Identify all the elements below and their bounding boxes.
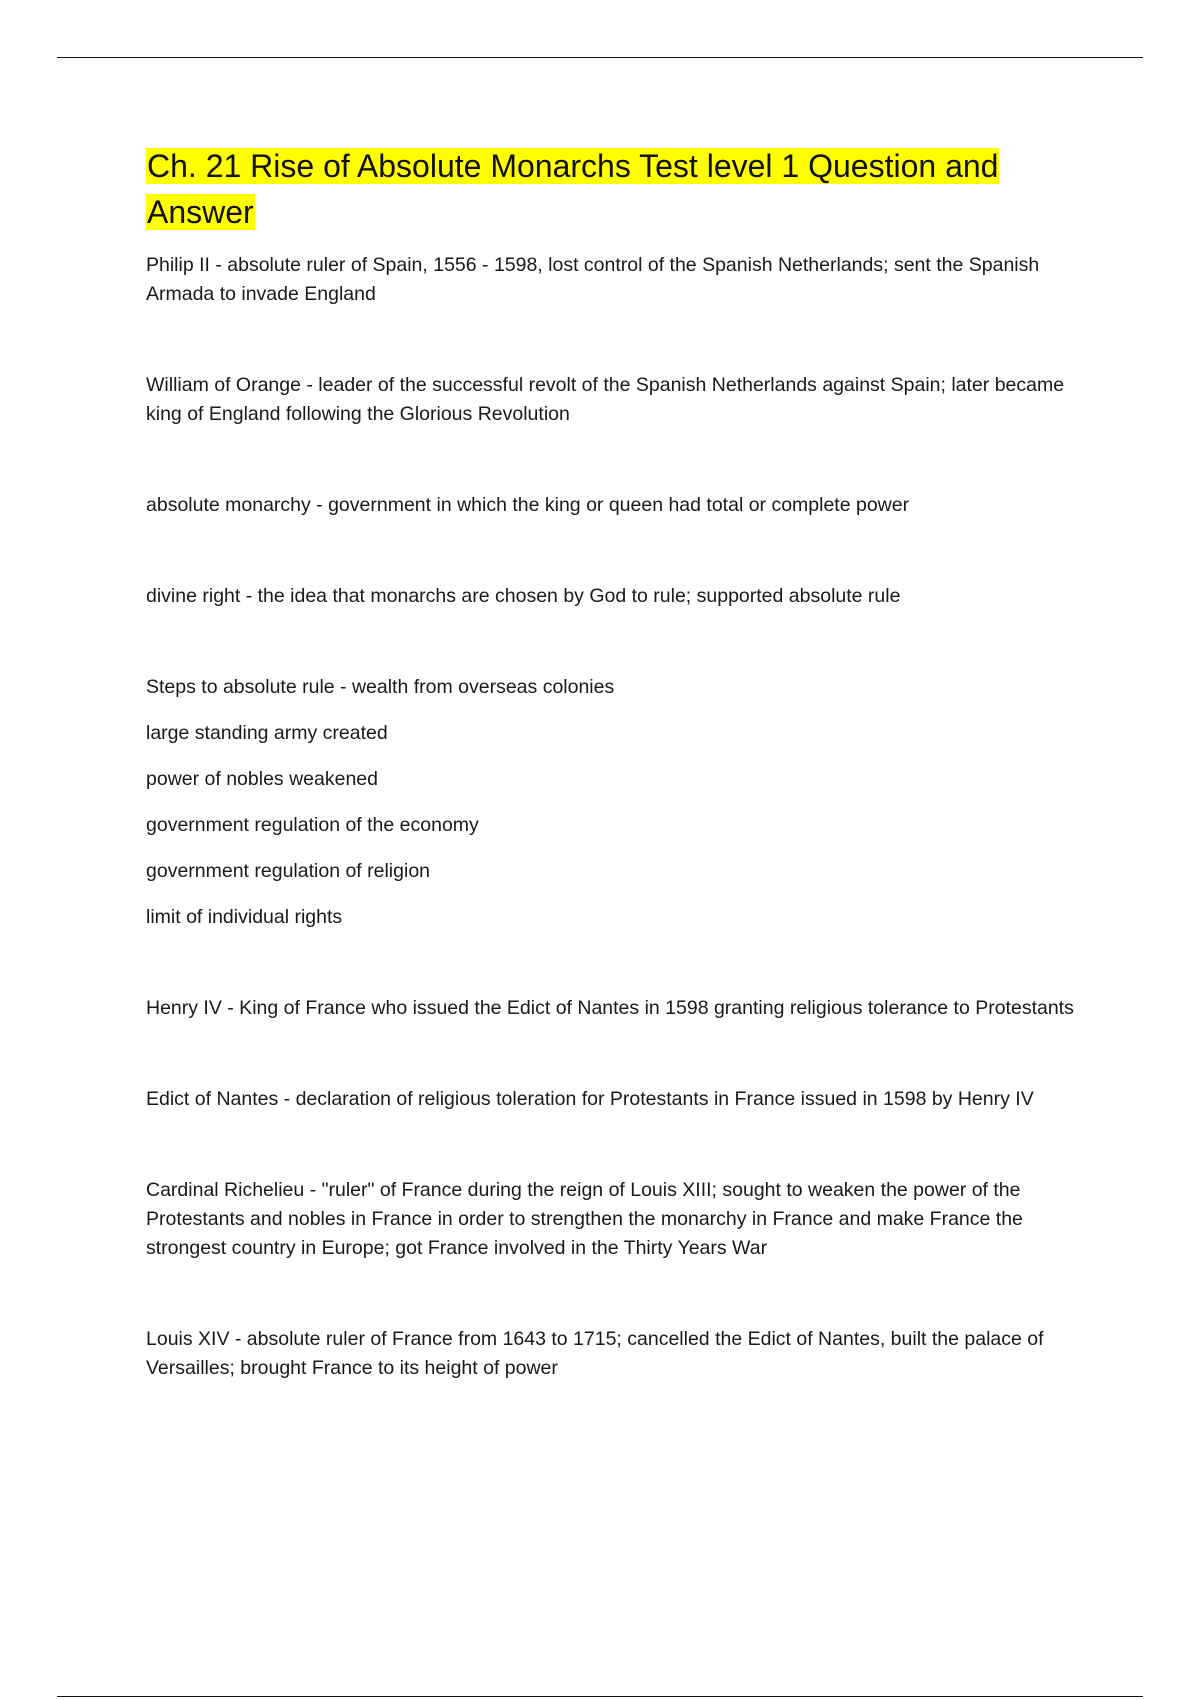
entry-step-army: large standing army created — [146, 722, 388, 744]
entry-step-religion: government regulation of religion — [146, 860, 431, 882]
entry-henry-iv: Henry IV - King of France who issued the Edict of Nantes in 1598 granting religious tolerance to Protestants — [146, 997, 1074, 1019]
entry-steps-to-absolute-rule: Steps to absolute rule - wealth from overseas colonies — [146, 676, 615, 698]
entry-william-of-orange: William of Orange - leader of the successful revolt of the Spanish Netherlands against Spain; later became king of England following the Glorious Revolution — [146, 374, 1065, 425]
entry-absolute-monarchy: absolute monarchy - government in which the king or queen had total or complete power — [146, 494, 910, 516]
entry-philip-ii: Philip II - absolute ruler of Spain, 1556 - 1598, lost control of the Spanish Netherlands; sent the Spanish Armada to invade England — [146, 254, 1040, 305]
title-highlight: Ch. 21 Rise of Absolute Monarchs Test level 1 Question and Answer — [147, 148, 999, 230]
entry-edict-of-nantes: Edict of Nantes - declaration of religious toleration for Protestants in France issued in 1598 by Henry IV — [146, 1088, 1034, 1110]
document-title — [146, 143, 1086, 235]
entry-step-rights: limit of individual rights — [146, 906, 343, 928]
entry-step-economy: government regulation of the economy — [146, 814, 479, 836]
entry-step-nobles: power of nobles weakened — [146, 768, 378, 790]
header-rule — [57, 57, 1143, 58]
entries-list — [146, 251, 1086, 1383]
footer-rule — [57, 1696, 1143, 1697]
entry-louis-xiv: Louis XIV - absolute ruler of France from 1643 to 1715; cancelled the Edict of Nantes, built the palace of Versailles; brought France to its height of power — [146, 1328, 1044, 1379]
document-page — [146, 143, 1086, 1383]
entry-cardinal-richelieu: Cardinal Richelieu - "ruler" of France during the reign of Louis XIII; sought to weaken the power of the Protestants and nobles in France in order to strengthen the monarchy in France and make France the strongest country in Europe; got France involved in the Thirty Years War — [146, 1179, 1023, 1259]
entry-divine-right: divine right - the idea that monarchs are chosen by God to rule; supported absolute rule — [146, 585, 901, 607]
